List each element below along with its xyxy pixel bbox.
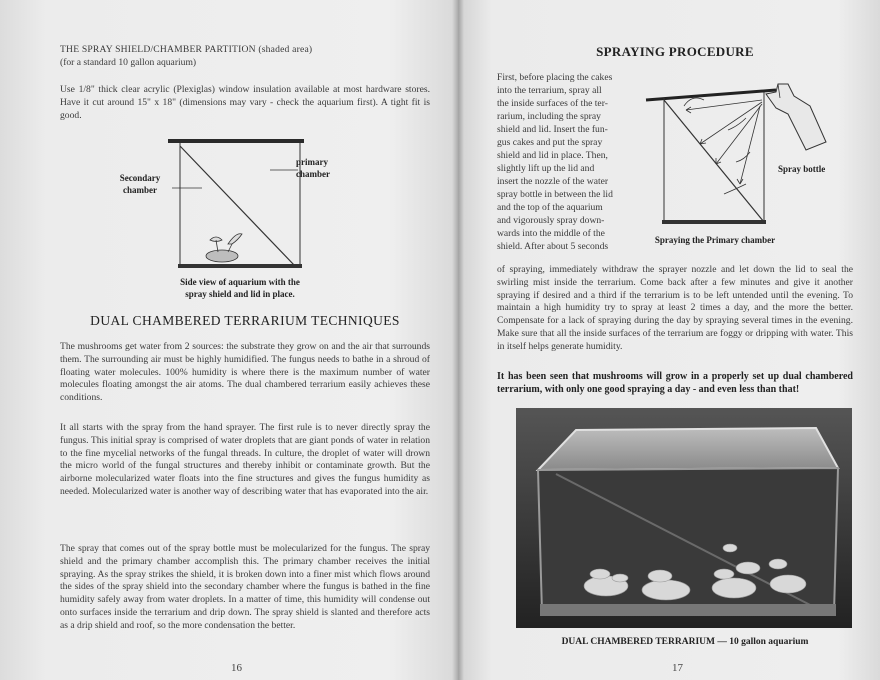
techniques-paragraph-3: The spray that comes out of the spray bottle must be molecularized for the fungus. The spray shield and the primary chamber accomplish this. The primary chamber receives the initial spraying. As the spray strikes the shield, it is broken down into a finer mist which flows around the sides of the spray shield into the secondary chamber where the fungus is bathed in the fine humidity safely away from water droplets. In a matter of time, this humidity will condense out onto surfaces inside the terrarium and drip down. The spray shield is slanted and therefore acts as a drip shield and roof, so the more condensation the better. [60,543,430,631]
intro-line: insert the nozzle of the water [497,176,609,187]
label-primary-chamber: primary chamber [296,157,330,179]
techniques-paragraph-1: The mushrooms get water from 2 sources: the substrate they grow on and the air that surrounds them. The surrounding air must be highly humidified. The fungus needs to bathe in a shroud of floating water molecules. 100% humidity is where there is the maximum number of water molecules floating amongst the air atoms. The dual chambered terrarium easily achieves these conditions. [60,341,430,404]
side-view-caption-line1: Side view of aquarium with the [180,277,300,287]
intro-line: rarium, including the spray [497,111,601,122]
intro-line: into the terrarium, spray all [497,85,602,96]
side-view-caption-line2: spray shield and lid in place. [185,289,295,299]
label-secondary-chamber: Secondary chamber [119,173,161,195]
intro-line: wards into the middle of the [497,228,605,239]
spraying-diagram-caption: Spraying the Primary chamber [654,235,776,245]
intro-line: and vigorously spray down- [497,215,605,226]
page-number-right: 17 [672,662,683,674]
terrarium-photo [516,408,852,628]
intro-line: gus cakes and put the spray [497,137,603,148]
spraying-continued-text: of spraying, immediately withdraw the sprayer nozzle and let down the lid to seal the swirling mist inside the terrarium. Come back after a few minutes and give it another spraying if desired and a third if the terrarium is to be left untended until the evening. To maintain a high humidity try to spray at least 2 times a day, and the more the better. Compensate for a lack of spraying during the day by spraying several times in the evening. Make sure that all the inside surfaces of the terrarium are foggy or dripping with water. This in itself helps generate humidity. [497,264,853,352]
section-heading-spraying: SPRAYING PROCEDURE [596,44,754,59]
intro-line: shield. After about 5 seconds [497,241,609,252]
intro-line: shield and lid in place. Then, [497,150,608,161]
book-gutter [452,0,464,680]
techniques-paragraph-2: It all starts with the spray from the hand sprayer. The first rule is to never directly spray the fungus. This initial spray is comprised of water droplets that are giant ponds of water in relation to the fine mycelial networks of the fungal threads. In culture, the droplet of water will drown the micro world of the fungal structures and thereby inhibit or contaminate growth. But the airborne molecularized water floats into the fine structures and gives the fungus humidity as needed. Molecularized water is another way of describing water that has evaporated into the air. [60,422,430,497]
intro-line: and the top of the aquarium [497,202,603,213]
shield-text: Use 1/8" thick clear acrylic (Plexiglas) window insulation available at most hardware stores. Have it cut around 15" x 18" (dimensions may vary - check the aquarium first). A tight fit is good. [60,84,430,121]
page-number-left: 16 [231,662,242,674]
label-spray-bottle: Spray bottle [778,164,826,174]
shield-title: THE SPRAY SHIELD/CHAMBER PARTITION (shaded area) [60,44,313,55]
spray-bottle-icon [766,84,826,150]
section-heading-techniques: DUAL CHAMBERED TERRARIUM TECHNIQUES [90,313,400,328]
intro-line: spray bottle in between the lid [497,189,613,200]
intro-line: shield and lid. Insert the fun- [497,124,608,135]
bold-note: It has been seen that mushrooms will grow in a properly set up dual chambered terrarium, with only one good spraying a day - and even less than that! [497,371,853,395]
intro-line: the inside surfaces of the ter- [497,98,608,109]
spraying-primary-chamber-diagram [640,74,840,234]
intro-line: slightly lift up the lid and [497,163,595,174]
intro-line: First, before placing the cakes [497,72,613,83]
photo-caption: DUAL CHAMBERED TERRARIUM — 10 gallon aquarium [561,637,809,647]
shield-subtitle: (for a standard 10 gallon aquarium) [60,57,197,68]
